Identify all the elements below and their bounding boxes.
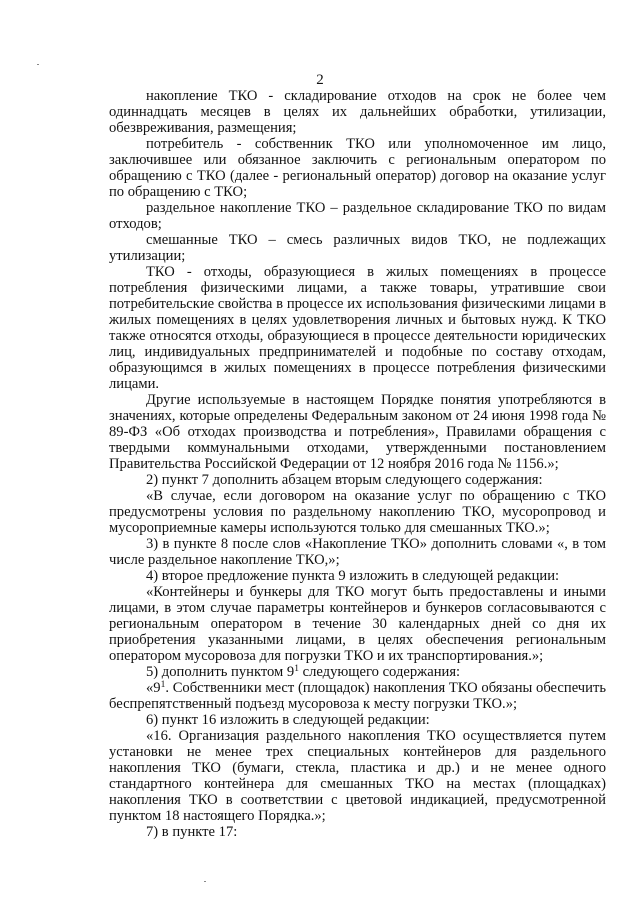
- item-5-text-before: «9: [146, 680, 161, 696]
- paragraph-item-4-text: «Контейнеры и бункеры для ТКО могут быть предоставлены и иными лицами, в этом случае параметры контейнеров и бункеров согласовываются с региональным оператором в течение 30 календарных дней со дня их приобретения указанными лицами, в целях обеспечения региональным оператором мусоровоза для погрузки ТКО и их транспортирования.»;: [109, 584, 606, 664]
- page-number: 2: [316, 72, 324, 88]
- paragraph-item-6: 6) пункт 16 изложить в следующей редакции:: [146, 712, 430, 728]
- paragraph-item-2: 2) пункт 7 дополнить абзацем вторым следующего содержания:: [146, 472, 543, 488]
- document-body: [109, 88, 606, 840]
- item-5-text-after: . Собственники мест (площадок) накопления ТКО обязаны обеспечить беспрепятственный подъезд мусоровоза к месту погрузки ТКО.»;: [109, 680, 606, 712]
- paragraph-definition-accumulation: накопление ТКО - складирование отходов на срок не более чем одиннадцать месяцев в целях их дальнейших обработки, утилизации, обезвреживания, размещения;: [109, 88, 606, 136]
- paragraph-item-3: 3) в пункте 8 после слов «Накопление ТКО» дополнить словами «, в том числе раздельное накопление ТКО,»;: [109, 536, 606, 568]
- paragraph-item-7: 7) в пункте 17:: [146, 824, 238, 840]
- paragraph-item-2-text: «В случае, если договором на оказание услуг по обращению с ТКО предусмотрены условия по раздельному накоплению ТКО, мусоропровод и мусороприемные камеры используются только для смешанных ТКО.»;: [109, 488, 606, 536]
- paragraph-definition-separate-accumulation: раздельное накопление ТКО – раздельное складирование ТКО по видам отходов;: [109, 200, 606, 232]
- item-5-text-superscript: 1: [160, 680, 166, 690]
- paragraph-definition-consumer: потребитель - собственник ТКО или уполномоченное им лицо, заключившее или обязанное заключить с региональным оператором по обращению с ТКО (далее - региональный оператор) договор на оказание услуг по обращению с ТКО;: [109, 136, 606, 200]
- item-5-after: следующего содержания:: [298, 664, 461, 680]
- item-5-superscript: 1: [294, 664, 299, 674]
- scan-speck: [37, 64, 39, 65]
- paragraph-other-terms: Другие используемые в настоящем Порядке понятия употребляются в значениях, которые определены Федеральным законом от 24 июня 1998 года № 89-ФЗ «Об отходах производства и потребления», Правилами обращения с твердыми коммунальными отходами, утвержденными постановлением Правительства Российской Федерации от 12 ноября 2016 года № 1156.»;: [109, 392, 606, 472]
- paragraph-item-4: 4) второе предложение пункта 9 изложить в следующей редакции:: [146, 568, 560, 584]
- paragraph-item-5: [109, 664, 606, 680]
- paragraph-item-5-text: [109, 680, 606, 712]
- scan-speck: [204, 881, 206, 882]
- paragraph-item-6-text: «16. Организация раздельного накопления ТКО осуществляется путем установки не менее трех специальных контейнеров для раздельного накопления ТКО (бумаги, стекла, пластика и др.) и не менее одного стандартного контейнера для смешанных ТКО на местах (площадках) накопления ТКО в соответствии с цветовой индикацией, предусмотренной пунктом 18 настоящего Порядка.»;: [109, 728, 606, 824]
- item-5-before: 5) дополнить пунктом 9: [146, 664, 295, 680]
- paragraph-definition-mixed-waste: смешанные ТКО – смесь различных видов ТКО, не подлежащих утилизации;: [109, 232, 606, 264]
- paragraph-definition-tko: ТКО - отходы, образующиеся в жилых помещениях в процессе потребления физическими лицами, а также товары, утратившие свои потребительские свойства в процессе их использования физическими лицами в жилых помещениях в целях удовлетворения личных и бытовых нужд. К ТКО также относятся отходы, образующиеся в процессе деятельности юридических лиц, индивидуальных предпринимателей и подобные по составу отходам, образующимся в жилых помещениях в процессе потребления физическими лицами.: [109, 264, 606, 392]
